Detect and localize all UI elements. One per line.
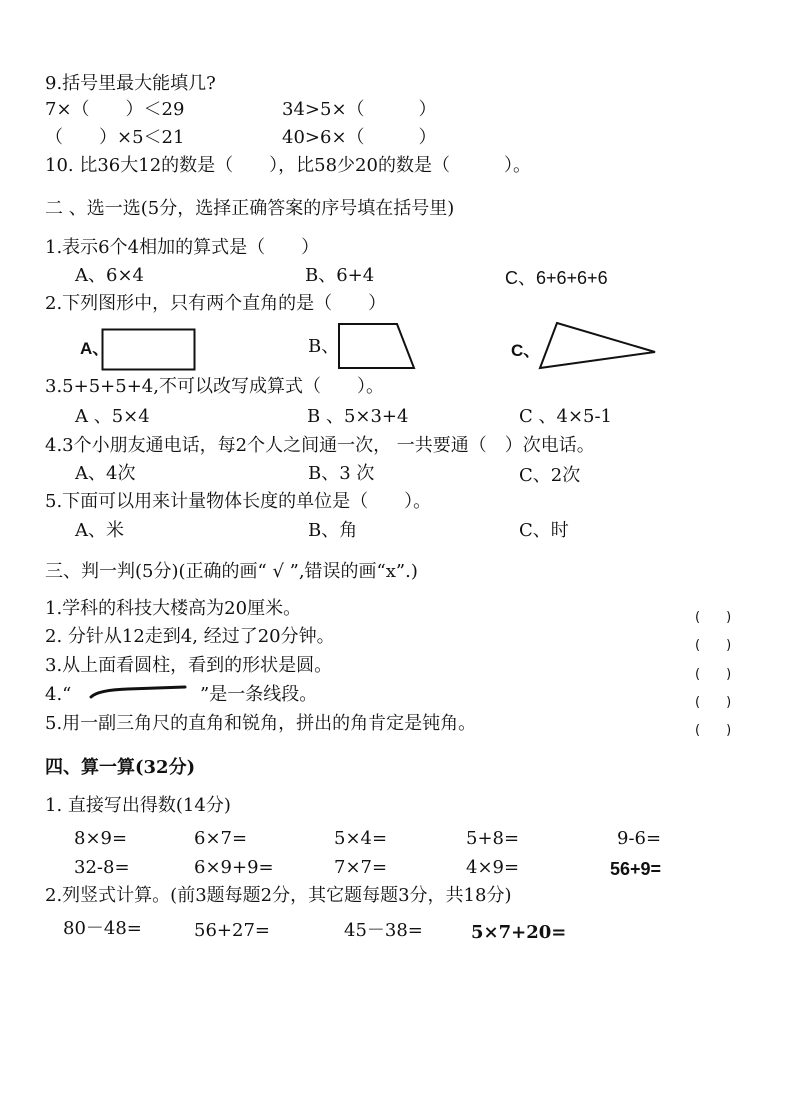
calc-1-1: 8×9=: [74, 828, 128, 849]
vertical-calc-4: 5×7+20=: [471, 922, 567, 943]
s3-statement-5: 5.用一副三角尺的直角和锐角，拼出的角肯定是钝角。: [45, 713, 477, 734]
rectangle-shape-a: [101, 328, 197, 372]
s2-q5-stem: 5.下面可以用来计量物体长度的单位是（ ）。: [45, 491, 432, 512]
s3-answer-paren-1[interactable]: ( ): [695, 610, 732, 625]
calc-1-2: 6×7=: [194, 828, 248, 849]
calc-2-5: 56+9=: [610, 859, 662, 879]
s2-q3-option-c: C 、4×5-1: [519, 406, 613, 427]
s2-q1-option-a: A、6×4: [75, 265, 144, 286]
q9-item-1: 7×（ ）＜29: [45, 99, 185, 120]
s2-q1-option-b: B、6+4: [305, 265, 375, 286]
s4-part1-title: 1. 直接写出得数(14分): [45, 795, 231, 816]
s2-q2-option-a: A、: [80, 339, 110, 358]
s2-q4-option-a: A、4次: [75, 463, 136, 484]
s2-q5-option-a: A、米: [75, 520, 124, 541]
q9-item-2: 34>5×（ ）: [282, 99, 437, 120]
s2-q2-option-c: C、: [511, 341, 541, 360]
s3-statement-3: 3.从上面看圆柱，看到的形状是圆。: [45, 655, 333, 676]
section3-heading: 三、判一判(5分)(正确的画“ √ ”,错误的画“x”.): [45, 561, 418, 582]
q9-title: 9.括号里最大能填几?: [45, 73, 216, 94]
calc-1-3: 5×4=: [334, 828, 388, 849]
s2-q2-stem: 2.下列图形中，只有两个直角的是（ ）: [45, 293, 387, 314]
calc-1-5: 9-6=: [617, 828, 662, 849]
curved-line-figure: [88, 684, 188, 700]
q9-item-3: （ ）×5＜21: [45, 127, 185, 148]
s4-part2-title: 2.列竖式计算。(前3题每题2分，其它题每题3分，共18分): [45, 885, 512, 906]
s3-statement-1: 1.学科的科技大楼高为20厘米。: [45, 598, 302, 619]
calc-2-4: 4×9=: [466, 857, 520, 878]
vertical-calc-3: 45－38=: [344, 920, 423, 941]
vertical-calc-2: 56+27=: [194, 920, 270, 941]
s2-q4-stem: 4.3个小朋友通电话，每2个人之间通一次， 一共要通（ ）次电话。: [45, 435, 595, 456]
s2-q3-stem: 3.5+5+5+4,不可以改写成算式（ ）。: [45, 376, 384, 397]
s2-q2-option-b: B、: [308, 336, 340, 357]
triangle-shape-c: [537, 320, 659, 372]
vertical-calc-1: 80－48=: [63, 918, 142, 939]
calc-1-4: 5+8=: [466, 828, 520, 849]
trapezoid-shape-b: [337, 322, 417, 372]
q10-text: 10. 比36大12的数是（ ），比58少20的数是（ ）。: [45, 155, 531, 176]
s3-answer-paren-5[interactable]: ( ): [695, 723, 732, 738]
s3-answer-paren-3[interactable]: ( ): [695, 667, 732, 682]
s3-statement-2: 2. 分针从12走到4, 经过了20分钟。: [45, 626, 335, 647]
calc-2-2: 6×9+9=: [194, 857, 274, 878]
s2-q3-option-b: B 、5×3+4: [307, 406, 409, 427]
s3-statement-4: 4.“: [45, 684, 72, 705]
s2-q3-option-a: A 、5×4: [75, 406, 150, 427]
s2-q4-option-b: B、3 次: [308, 463, 375, 484]
s2-q1-stem: 1.表示6个4相加的算式是（ ）: [45, 237, 320, 258]
calc-2-3: 7×7=: [334, 857, 388, 878]
s2-q1-option-c: C、6+6+6+6: [505, 268, 608, 288]
s3-answer-paren-4[interactable]: ( ): [695, 695, 732, 710]
calc-2-1: 32-8=: [74, 857, 130, 878]
q9-item-4: 40>6×（ ）: [282, 127, 437, 148]
s2-q4-option-c: C、2次: [519, 465, 581, 486]
section4-heading: 四、算一算(32分): [45, 757, 196, 778]
s3-statement-4-tail: ”是一条线段。: [200, 684, 318, 705]
section2-heading: 二 、选一选(5分，选择正确答案的序号填在括号里): [45, 198, 455, 219]
s2-q5-option-b: B、角: [308, 520, 358, 541]
s3-answer-paren-2[interactable]: ( ): [695, 638, 732, 653]
s2-q5-option-c: C、时: [519, 520, 569, 541]
